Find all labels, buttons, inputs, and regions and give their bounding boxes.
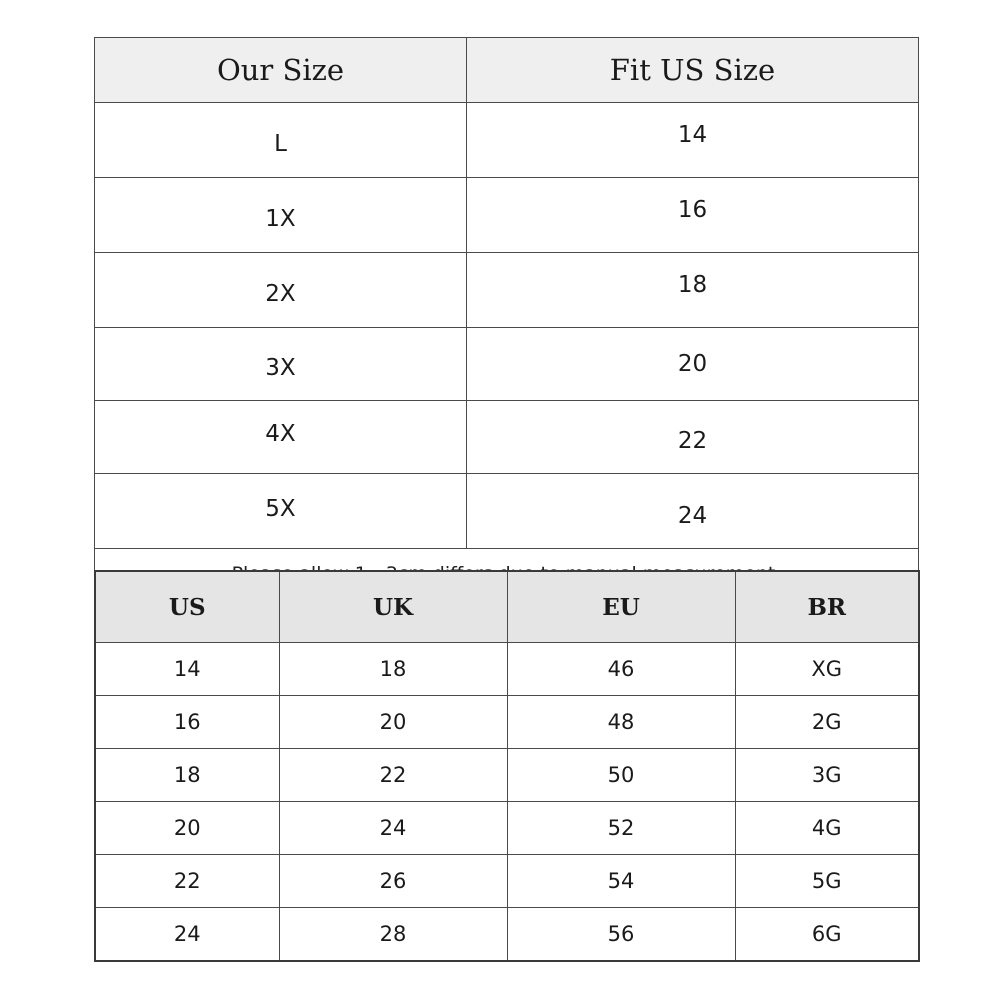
br-size-cell: 5G bbox=[735, 855, 919, 908]
us-size-cell: 18 bbox=[95, 749, 279, 802]
table-row bbox=[95, 696, 919, 749]
header-fit-us-size: Fit US Size bbox=[467, 38, 919, 103]
us-size-cell: 16 bbox=[95, 696, 279, 749]
uk-size-cell: 20 bbox=[279, 696, 507, 749]
our-size-cell: 1X bbox=[95, 178, 467, 253]
br-size-cell: 3G bbox=[735, 749, 919, 802]
our-size-cell: 3X bbox=[95, 328, 467, 401]
table-row bbox=[95, 328, 919, 401]
eu-size-cell: 48 bbox=[507, 696, 735, 749]
uk-size-cell: 28 bbox=[279, 908, 507, 962]
eu-size-cell: 46 bbox=[507, 643, 735, 696]
fit-us-size-cell: 20 bbox=[467, 328, 919, 401]
eu-size-cell: 54 bbox=[507, 855, 735, 908]
conversion-header-row bbox=[95, 571, 919, 643]
header-br: BR bbox=[735, 571, 919, 643]
our-size-cell: 4X bbox=[95, 401, 467, 474]
our-size-cell: 5X bbox=[95, 474, 467, 549]
header-uk: UK bbox=[279, 571, 507, 643]
br-size-cell: XG bbox=[735, 643, 919, 696]
table-row bbox=[95, 474, 919, 549]
table-row bbox=[95, 802, 919, 855]
table-row bbox=[95, 855, 919, 908]
our-size-cell: 2X bbox=[95, 253, 467, 328]
eu-size-cell: 56 bbox=[507, 908, 735, 962]
header-eu: EU bbox=[507, 571, 735, 643]
br-size-cell: 4G bbox=[735, 802, 919, 855]
fit-us-size-cell: 24 bbox=[467, 474, 919, 549]
uk-size-cell: 24 bbox=[279, 802, 507, 855]
fit-us-size-cell: 18 bbox=[467, 253, 919, 328]
table-row bbox=[95, 401, 919, 474]
header-our-size: Our Size bbox=[95, 38, 467, 103]
us-size-cell: 20 bbox=[95, 802, 279, 855]
table-row bbox=[95, 253, 919, 328]
uk-size-cell: 22 bbox=[279, 749, 507, 802]
our-size-cell: L bbox=[95, 103, 467, 178]
size-fit-table bbox=[94, 37, 919, 599]
fit-us-size-cell: 14 bbox=[467, 103, 919, 178]
table-row bbox=[95, 749, 919, 802]
eu-size-cell: 50 bbox=[507, 749, 735, 802]
table-row bbox=[95, 643, 919, 696]
table-row bbox=[95, 103, 919, 178]
header-us: US bbox=[95, 571, 279, 643]
us-size-cell: 22 bbox=[95, 855, 279, 908]
size-conversion-table bbox=[94, 570, 920, 962]
table-row bbox=[95, 178, 919, 253]
uk-size-cell: 18 bbox=[279, 643, 507, 696]
uk-size-cell: 26 bbox=[279, 855, 507, 908]
fit-us-size-cell: 22 bbox=[467, 401, 919, 474]
br-size-cell: 2G bbox=[735, 696, 919, 749]
us-size-cell: 24 bbox=[95, 908, 279, 962]
table-row bbox=[95, 908, 919, 962]
br-size-cell: 6G bbox=[735, 908, 919, 962]
fit-us-size-cell: 16 bbox=[467, 178, 919, 253]
us-size-cell: 14 bbox=[95, 643, 279, 696]
size-fit-header-row bbox=[95, 38, 919, 103]
eu-size-cell: 52 bbox=[507, 802, 735, 855]
